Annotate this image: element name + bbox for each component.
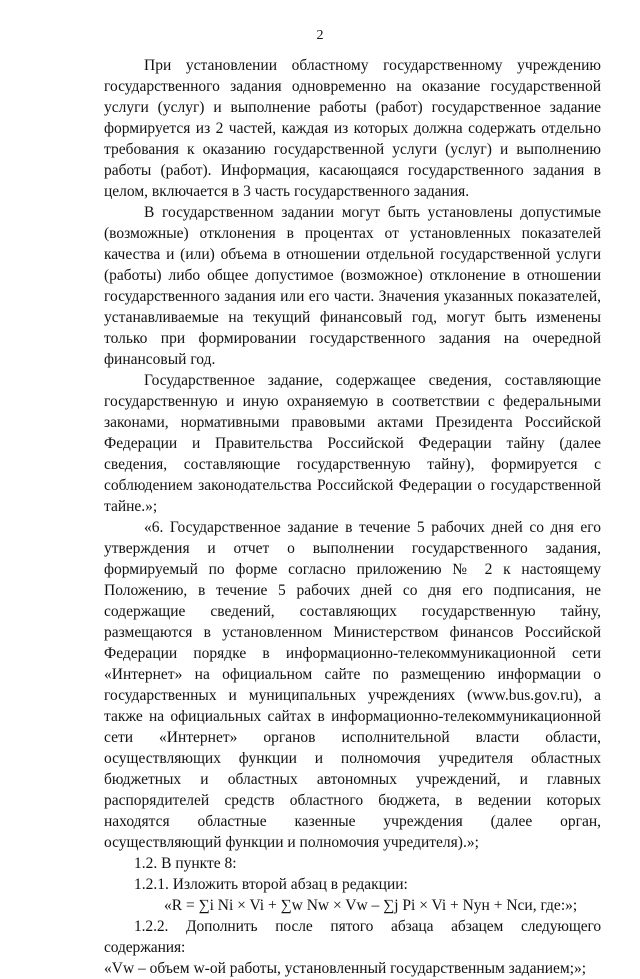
paragraph-item-6: «6. Государственное задание в течение 5 рабочих дней со дня его утверждения и отчет о выполнении государственного задания, формируемый по форме согласно приложению № 2 к настоящему Положению, в течение 5 рабочих дней со дня его подписания, не содержащие сведений, составляющих государственную тайну, размещаются в установленном Министерством финансов Российской Федерации порядке в информационно-телекоммуникационной сети «Интернет» на официальном сайте по размещению информации о государственных и муниципальных учреждениях (www.bus.gov.ru), а также на официальных сайтах в информационно-телекоммуникационной сети «Интернет» органов исполнительной власти области, осуществляющих функции и полномочия учредителя областных бюджетных и областных автономных учреждений, и главных распорядителей средств областного бюджета, в ведении которых находятся областные казенные учреждения (далее орган, осуществляющий функции и полномочия учредителя).»; — [104, 519, 601, 851]
paragraph-item-1-2: 1.2. В пункте 8: — [134, 855, 237, 872]
paragraph-item-1-2-1: 1.2.1. Изложить второй абзац в редакции: — [134, 876, 408, 893]
formula-line: «R = ∑i Ni × Vi + ∑w Nw × Vw – ∑j Pi × Vi + Nун + Nси, где:»; — [164, 897, 578, 914]
page-number: 2 — [316, 28, 324, 43]
document-body — [104, 55, 601, 979]
paragraph-deviations: В государственном задании могут быть установлены допустимые (возможные) отклонения в процентах от установленных показателей качества и (или) объема в отношении отдельной государственной услуги (работы) либо общее допустимое (возможное) отклонение в отношении государственного задания или его части. Значения указанных показателей, устанавливаемые на текущий финансовый год, могут быть изменены только при формировании государственного задания на очередной финансовый год. — [104, 204, 601, 368]
paragraph-state-task-parts: При установлении областному государственному учреждению государственного задания одновременно на оказание государственной услуги (услуг) и выполнение работы (работ) государственное задание формируется из 2 частей, каждая из которых должна содержать отдельно требования к оказанию государственной услуги (услуг) и выполнению работы (работ). Информация, касающаяся государственного задания в целом, включается в 3 часть государственного задания. — [104, 57, 601, 200]
paragraph-vw-definition: «Vw – объем w-ой работы, установленный государственным заданием;»; — [104, 960, 587, 977]
paragraph-state-secret: Государственное задание, содержащее сведения, составляющие государственную и иную охраняемую в соответствии с федеральными законами, нормативными правовыми актами Президента Российской Федерации и Правительства Российской Федерации тайну (далее сведения, составляющие государственную тайну), формируется с соблюдением законодательства Российской Федерации о государственной тайне.»; — [104, 372, 601, 515]
paragraph-item-1-2-2: 1.2.2. Дополнить после пятого абзаца абзацем следующего содержания: — [104, 918, 601, 956]
